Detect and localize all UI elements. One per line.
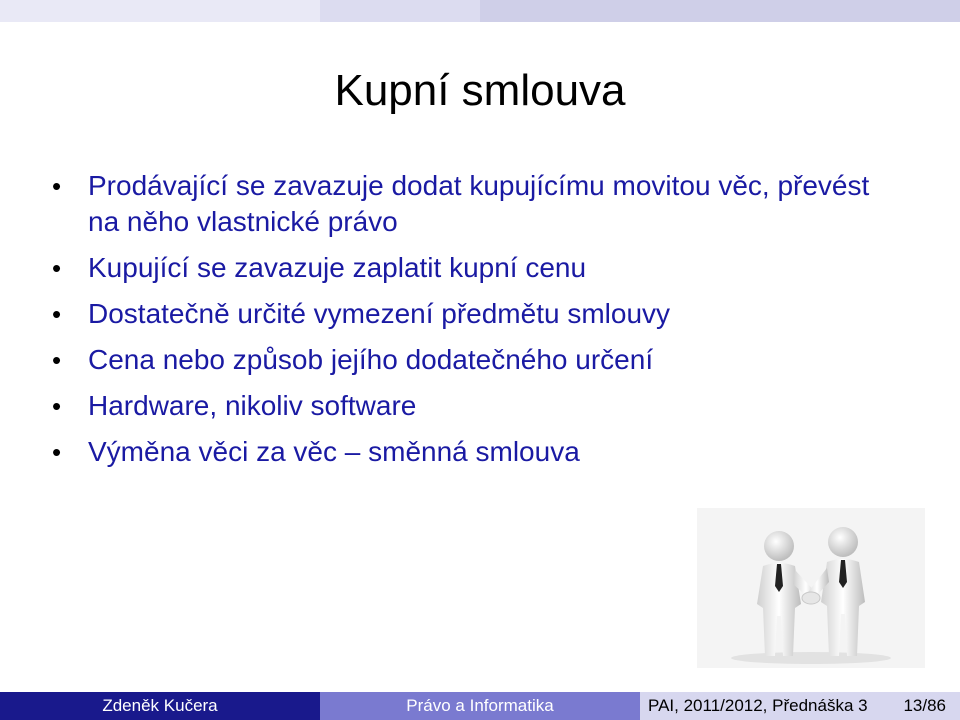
bullet-item [48, 388, 908, 424]
slide-title: Kupní smlouva [334, 66, 626, 115]
slide-title-container [0, 66, 960, 116]
handshake-icon [697, 508, 925, 668]
bullet-item [48, 250, 908, 286]
bullet-text: Kupující se zavazuje zaplatit kupní cenu [88, 252, 587, 283]
bullet-item [48, 168, 908, 240]
bullet-dot: • [52, 437, 62, 467]
bullet-list [48, 168, 908, 480]
footer-info [640, 692, 960, 720]
bullet-text: Hardware, nikoliv software [88, 390, 417, 421]
bullet-dot: • [52, 345, 62, 375]
nav-segment-2 [320, 0, 480, 22]
footer-author: Zdeněk Kučera [0, 692, 320, 720]
nav-segment-3 [480, 0, 960, 22]
nav-segment-1 [0, 0, 320, 22]
footer-lecture-info: PAI, 2011/2012, Přednáška 3 [648, 696, 868, 715]
bullet-dot: • [52, 391, 62, 421]
navigation-bar [0, 0, 960, 22]
bullet-dot: • [52, 171, 62, 201]
handshake-illustration [697, 508, 925, 668]
footer-bar [0, 692, 960, 720]
footer-page-number: 13/86 [903, 696, 946, 715]
bullet-text: Cena nebo způsob jejího dodatečného určení [88, 344, 654, 375]
bullet-text: Dostatečně určité vymezení předmětu smlouvy [88, 298, 671, 329]
bullet-text: Výměna věci za věc – směnná smlouva [88, 436, 580, 467]
bullet-text: Prodávající se zavazuje dodat kupujícímu movitou věc, převést na něho vlastnické právo [88, 170, 870, 237]
bullet-dot: • [52, 253, 62, 283]
bullet-item [48, 296, 908, 332]
footer-course: Právo a Informatika [320, 692, 640, 720]
bullet-dot: • [52, 299, 62, 329]
bullet-item [48, 434, 908, 470]
bullet-item [48, 342, 908, 378]
